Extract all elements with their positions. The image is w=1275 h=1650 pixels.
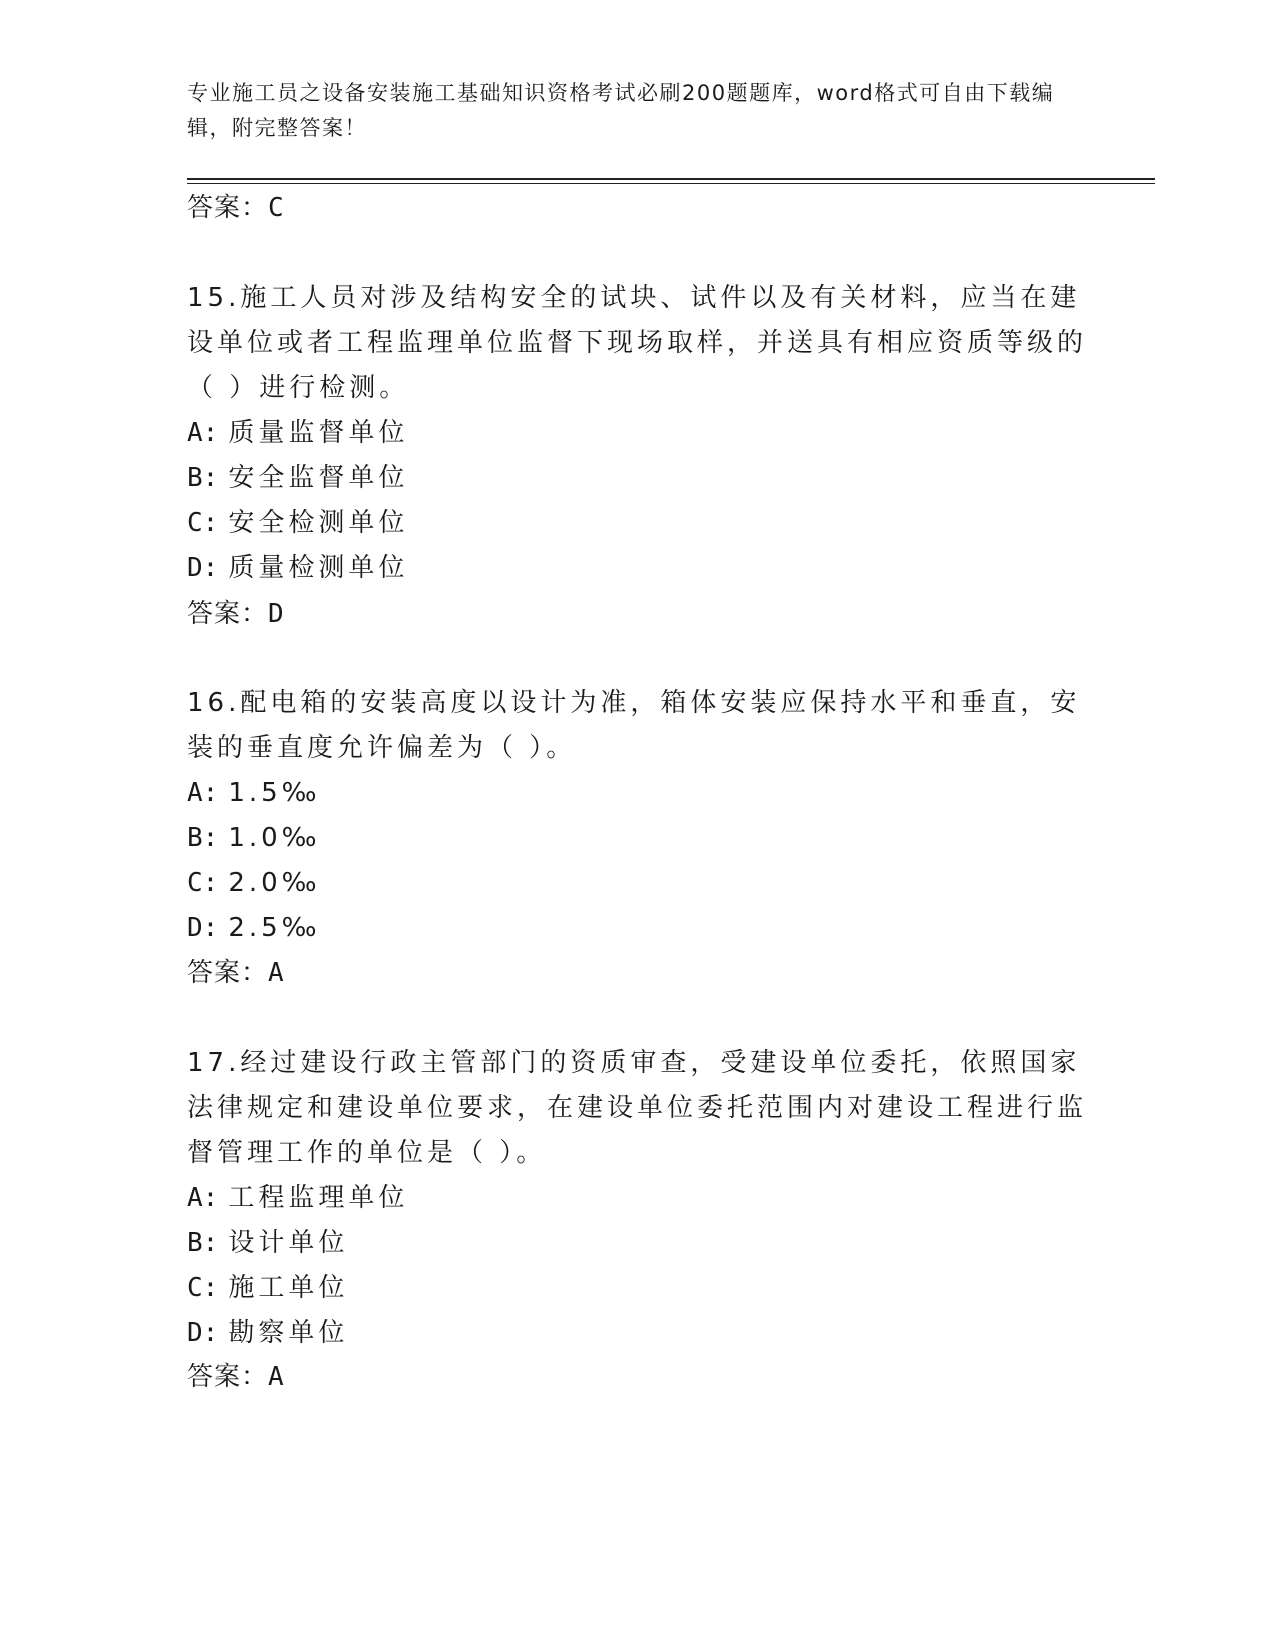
option-text: 施工单位: [228, 1273, 349, 1303]
answer-key: A: [268, 958, 285, 988]
question-stem: 17.经过建设行政主管部门的资质审查，受建设单位委托，依照国家法律规定和建设单位要求，在建设单位委托范围内对建设工程进行监督管理工作的单位是（ ）。: [187, 1048, 1088, 1168]
option-text: 安全监督单位: [228, 463, 409, 493]
header-divider-thin: [187, 183, 1155, 184]
answer-line: [187, 956, 285, 990]
option-letter: A:: [187, 778, 219, 808]
option-d: [187, 546, 1087, 591]
option-letter: B:: [187, 463, 219, 493]
option-text: 1.0‰: [228, 823, 321, 853]
option-letter: C:: [187, 1273, 219, 1303]
option-text: 工程监理单位: [228, 1183, 409, 1213]
option-c: [187, 501, 1087, 546]
question-stem: 15.施工人员对涉及结构安全的试块、试件以及有关材料，应当在建设单位或者工程监理单位监督下现场取样，并送具有相应资质等级的（ ）进行检测。: [187, 283, 1088, 403]
option-b: [187, 456, 1087, 501]
option-d: [187, 906, 1087, 951]
option-b: [187, 816, 1087, 861]
question-15: [187, 276, 1087, 591]
question-16: [187, 681, 1087, 951]
option-text: 设计单位: [228, 1228, 349, 1258]
option-b: [187, 1221, 1087, 1266]
option-text: 2.0‰: [228, 868, 321, 898]
option-text: 勘察单位: [228, 1318, 349, 1348]
question-17: [187, 1041, 1087, 1356]
answer-label: 答案：: [187, 958, 269, 988]
option-c: [187, 1266, 1087, 1311]
answer-key: D: [268, 599, 285, 629]
answer-line: [187, 191, 285, 225]
option-text: 质量检测单位: [228, 553, 409, 583]
option-d: [187, 1311, 1087, 1356]
option-text: 2.5‰: [228, 913, 321, 943]
answer-key: A: [268, 1362, 285, 1392]
option-letter: C:: [187, 508, 219, 538]
answer-line: [187, 1360, 285, 1394]
answer-label: 答案：: [187, 193, 269, 223]
option-letter: D:: [187, 1318, 219, 1348]
option-letter: A:: [187, 1183, 219, 1213]
answer-label: 答案：: [187, 1362, 269, 1392]
option-a: [187, 411, 1087, 456]
answer-line: [187, 597, 285, 631]
option-c: [187, 861, 1087, 906]
option-text: 安全检测单位: [228, 508, 409, 538]
question-stem: 16.配电箱的安装高度以设计为准，箱体安装应保持水平和垂直，安装的垂直度允许偏差为（ ）。: [187, 688, 1081, 763]
option-letter: D:: [187, 553, 219, 583]
option-letter: B:: [187, 823, 219, 853]
option-a: [187, 1176, 1087, 1221]
option-text: 1.5‰: [228, 778, 321, 808]
option-letter: A:: [187, 418, 219, 448]
document-header: 专业施工员之设备安装施工基础知识资格考试必刷200题题库，word格式可自由下载编辑，附完整答案！: [187, 81, 1055, 140]
answer-key: C: [268, 193, 285, 223]
option-a: [187, 771, 1087, 816]
answer-label: 答案：: [187, 599, 269, 629]
header-divider: [187, 178, 1155, 180]
option-text: 质量监督单位: [228, 418, 409, 448]
option-letter: B:: [187, 1228, 219, 1258]
option-letter: C:: [187, 868, 219, 898]
option-letter: D:: [187, 913, 219, 943]
